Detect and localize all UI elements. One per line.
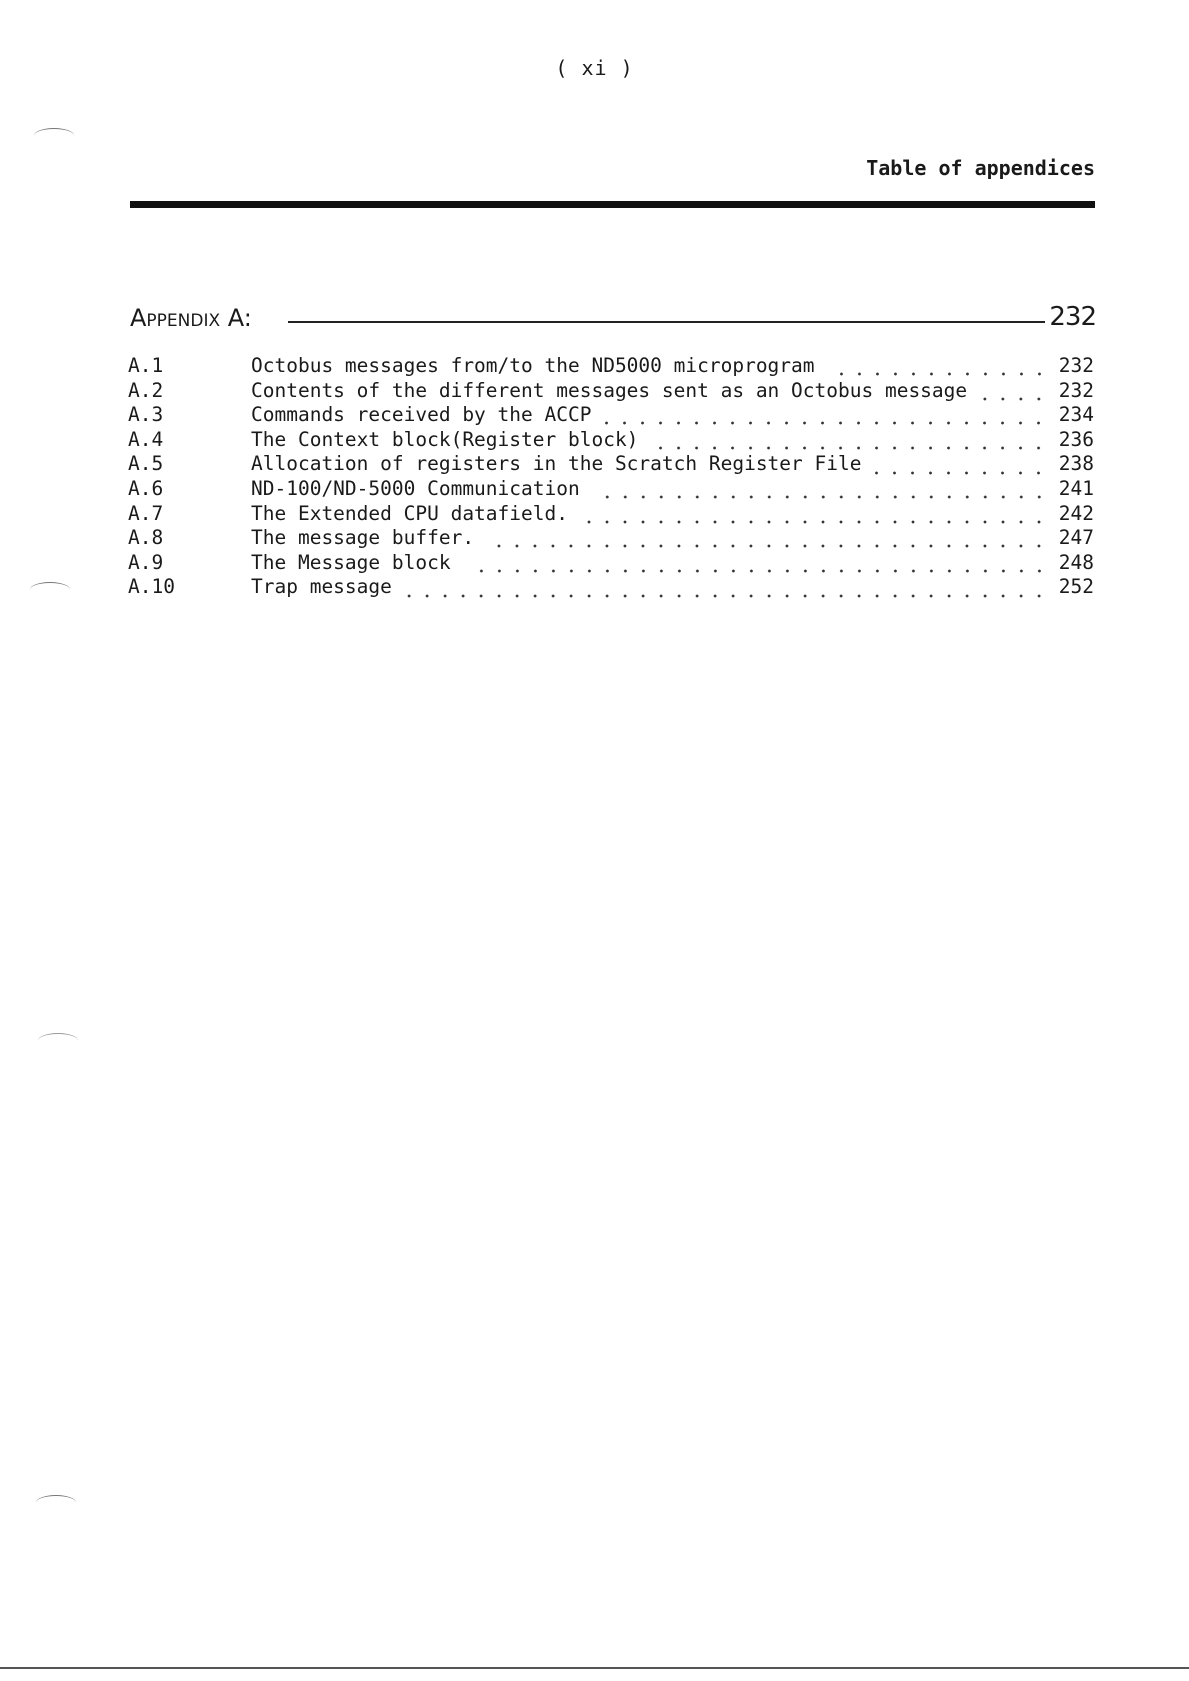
toc-entry[interactable] <box>128 452 1094 477</box>
toc-entry-number: A.4 <box>128 427 164 451</box>
page-number: ( xi ) <box>555 56 634 80</box>
toc-entry-number: A.6 <box>128 476 164 500</box>
toc-entry[interactable] <box>128 428 1094 453</box>
toc-entry[interactable] <box>128 354 1094 379</box>
toc-dot-leader <box>406 585 1048 599</box>
toc-entry[interactable] <box>128 379 1094 404</box>
toc-dot-leader <box>594 486 1048 500</box>
toc-entry-title: Trap message <box>251 575 392 599</box>
toc-entry[interactable] <box>128 526 1094 551</box>
toc-entry-number: A.2 <box>128 378 164 402</box>
running-header: Table of appendices <box>866 156 1095 180</box>
toc-dot-leader <box>981 388 1048 402</box>
toc-entry-title: ND-100/ND-5000 Communication <box>251 476 580 500</box>
toc-entry-page: 232 <box>1058 378 1094 402</box>
toc-entry-page: 248 <box>1058 550 1094 574</box>
toc-entry-number: A.3 <box>128 403 164 427</box>
toc-entry[interactable] <box>128 502 1094 527</box>
toc-entry-title: The message buffer. <box>251 526 475 550</box>
toc-dot-leader <box>465 560 1048 574</box>
toc-entry-title: Octobus messages from/to the ND5000 microprogram <box>251 354 815 377</box>
page-bottom-edge <box>0 1667 1189 1669</box>
toc-dot-leader <box>488 535 1048 549</box>
binder-hole-mark <box>38 1033 78 1048</box>
binder-hole-mark <box>30 582 70 597</box>
toc-entry[interactable] <box>128 551 1094 576</box>
toc-dot-leader <box>605 412 1048 426</box>
toc-entry-page: 241 <box>1058 476 1094 500</box>
toc-list <box>128 354 1094 600</box>
appendix-heading <box>130 296 1096 332</box>
appendix-label: Appendix A: <box>130 304 252 332</box>
appendix-page: 232 <box>1049 302 1096 332</box>
binder-hole-mark <box>36 1495 76 1510</box>
toc-entry-title: Contents of the different messages sent as an Octobus message <box>251 378 968 402</box>
toc-entry-page: 242 <box>1058 501 1094 525</box>
toc-dot-leader <box>829 363 1048 377</box>
toc-entry[interactable] <box>128 575 1094 600</box>
toc-entry-number: A.7 <box>128 501 164 525</box>
toc-entry-number: A.1 <box>128 354 164 377</box>
appendix-rule <box>288 321 1046 323</box>
toc-entry-page: 236 <box>1058 427 1094 451</box>
binder-hole-mark <box>34 128 74 143</box>
toc-entry[interactable] <box>128 477 1094 502</box>
toc-entry-number: A.5 <box>128 452 164 476</box>
toc-entry-title: Commands received by the ACCP <box>251 403 592 427</box>
toc-entry-page: 232 <box>1058 354 1094 377</box>
toc-entry-page: 252 <box>1058 575 1094 599</box>
toc-entry[interactable] <box>128 403 1094 428</box>
toc-entry-page: 238 <box>1058 452 1094 476</box>
toc-entry-page: 247 <box>1058 526 1094 550</box>
toc-dot-leader <box>652 437 1048 451</box>
toc-entry-number: A.9 <box>128 550 164 574</box>
toc-entry-number: A.8 <box>128 526 164 550</box>
toc-entry-title: The Message block <box>251 550 451 574</box>
toc-entry-title: The Context block(Register block) <box>251 427 639 451</box>
header-rule <box>130 201 1095 208</box>
toc-entry-page: 234 <box>1058 403 1094 427</box>
toc-entry-number: A.10 <box>128 575 175 599</box>
toc-dot-leader <box>582 511 1048 525</box>
toc-dot-leader <box>875 462 1048 476</box>
toc-entry-title: The Extended CPU datafield. <box>251 501 568 525</box>
toc-entry-title: Allocation of registers in the Scratch Register File <box>251 452 862 476</box>
